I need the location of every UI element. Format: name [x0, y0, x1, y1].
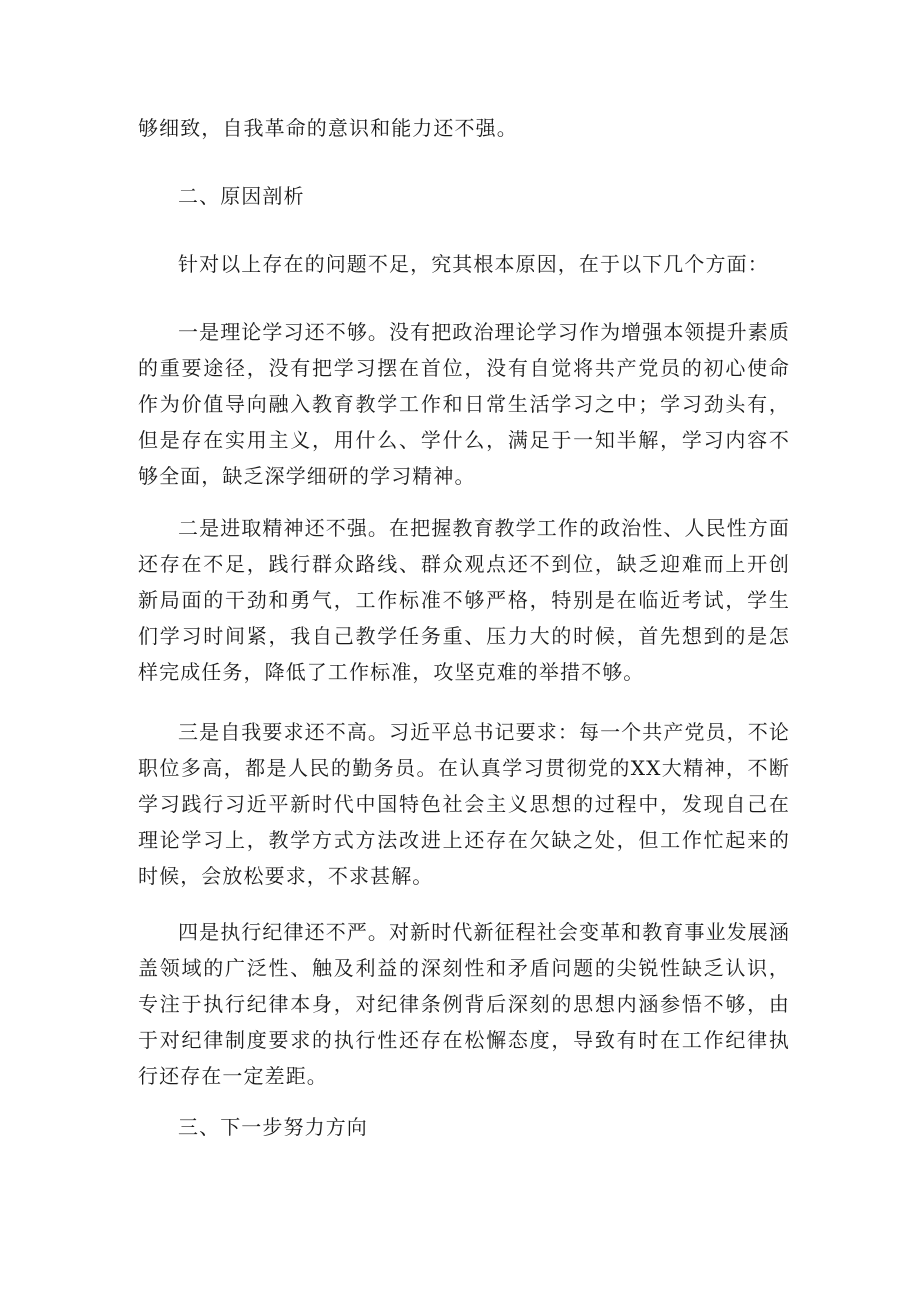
reason-paragraph-initiative: 二是进取精神还不强。在把握教育教学工作的政治性、人民性方面还存在不足，践行群众路线、群众观点还不到位，缺乏迎难而上开创新局面的干劲和勇气，工作标准不够严格，特别是在临近考试，学生们学习时间紧，我自己教学任务重、压力大的时候，首先想到的是怎样完成任务，降低了工作标准，攻坚克难的举措不够。: [138, 516, 790, 684]
reason-paragraph-theory: 一是理论学习还不够。没有把政治理论学习作为增强本领提升素质的重要途径，没有把学习摆在首位，没有自觉将共产党员的初心使命作为价值导向融入教育教学工作和日常生活学习之中；学习劲头有，但是存在实用主义，用什么、学什么，满足于一知半解，学习内容不够全面，缺乏深学细研的学习精神。: [138, 320, 790, 488]
reason-paragraph-self-requirement: 三是自我要求还不高。习近平总书记要求：每一个共产党员，不论职位多高，都是人民的勤务员。在认真学习贯彻党的XX大精神，不断学习践行习近平新时代中国特色社会主义思想的过程中，发现自己在理论学习上，教学方式方法改进上还存在欠缺之处，但工作忙起来的时候，会放松要求，不求甚解。: [138, 720, 790, 888]
reason-paragraph-discipline: 四是执行纪律还不严。对新时代新征程社会变革和教育事业发展涵盖领域的广泛性、触及利益的深刻性和矛盾问题的尖锐性缺乏认识，专注于执行纪律本身，对纪律条例背后深刻的思想内涵参悟不够，由于对纪律制度要求的执行性还存在松懈态度，导致有时在工作纪律执行还存在一定差距。: [138, 920, 790, 1088]
continuation-paragraph: 够细致，自我革命的意识和能力还不强。: [138, 116, 518, 140]
section-heading-cause-analysis: 二、原因剖析: [178, 184, 305, 208]
cause-intro-paragraph: 针对以上存在的问题不足，究其根本原因，在于以下几个方面：: [178, 252, 769, 276]
section-heading-next-steps: 三、下一步努力方向: [178, 1115, 368, 1139]
